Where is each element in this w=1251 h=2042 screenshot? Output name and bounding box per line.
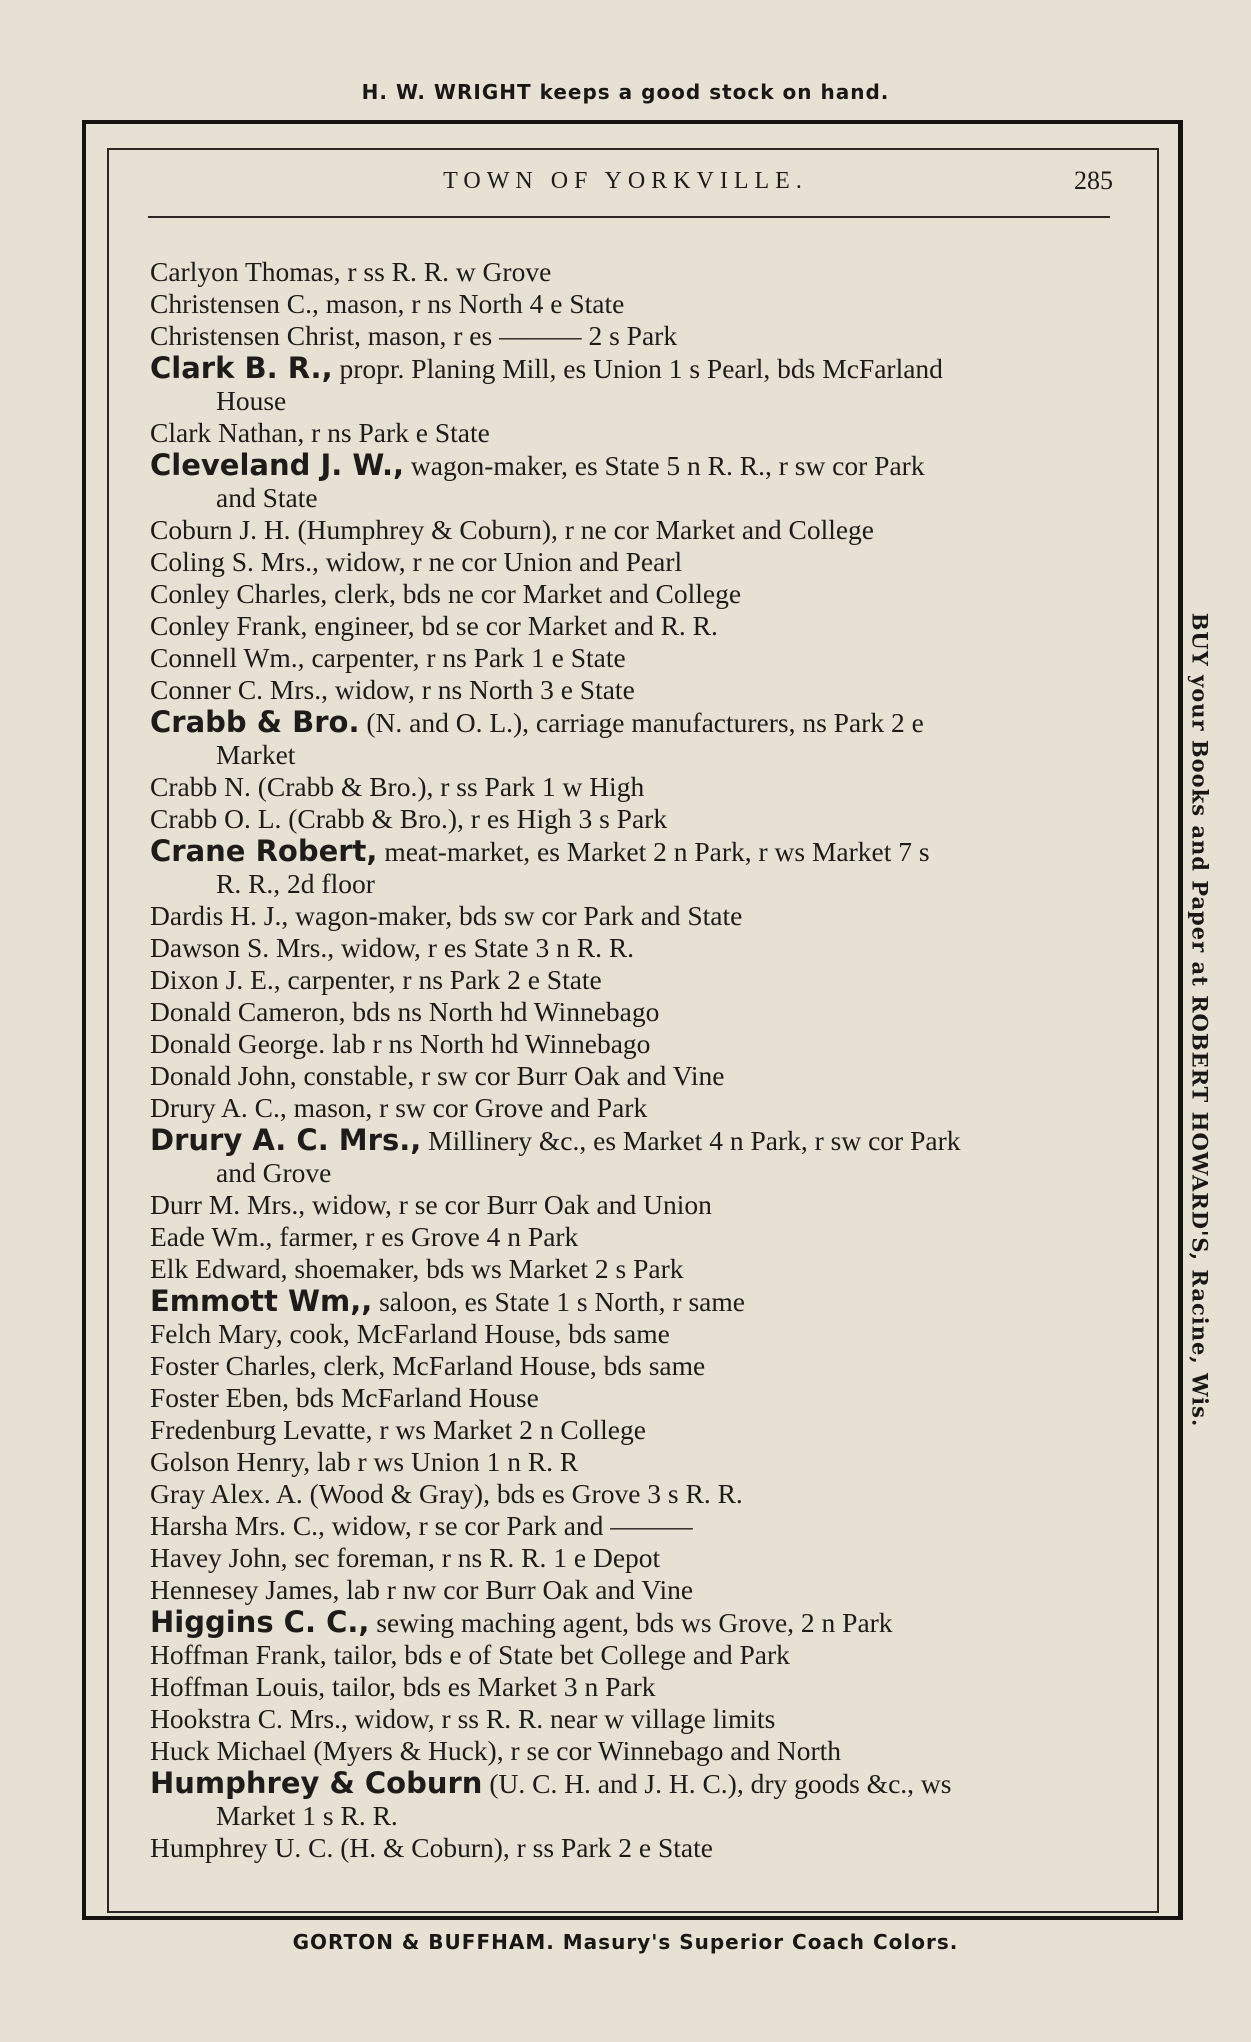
entry-details: carpenter, r ns Park 2 e State [280, 964, 602, 995]
entry-name: Foster Eben, [150, 1382, 290, 1413]
entry-name: Havey John, [150, 1542, 288, 1573]
directory-entry [150, 546, 1115, 578]
entry-name: Dixon J. E., [150, 964, 281, 995]
entry-details: (N. and O. L.), carriage manufacturers, ns Park 2 e [359, 707, 924, 738]
directory-entry [150, 1446, 1115, 1478]
entry-details: wagon-maker, es State 5 n R. R., r sw cor Park [404, 450, 925, 481]
entry-name: Crabb & Bro. [150, 705, 360, 739]
entry-name: Foster Charles, [150, 1350, 317, 1381]
directory-entry [150, 288, 1115, 320]
directory-entry [150, 1318, 1115, 1350]
entry-details: (Crabb & Bro.), r es High 3 s Park [281, 803, 668, 834]
entry-name: Donald George. [150, 1028, 326, 1059]
entry-details: lab r nw cor Burr Oak and Vine [339, 1574, 694, 1605]
entry-details: (Crabb & Bro.), r ss Park 1 w High [250, 771, 645, 802]
entry-details: bds ns North hd Winnebago [345, 996, 660, 1027]
entry-details: farmer, r es Grove 4 n Park [272, 1221, 579, 1252]
directory-entry [150, 1606, 1115, 1639]
directory-entry [150, 1350, 1115, 1382]
entry-continuation: House [216, 385, 287, 416]
entry-details: r ss R. R. w Grove [340, 256, 552, 287]
directory-entry [150, 449, 1115, 514]
entry-name: Humphrey & Coburn [150, 1766, 483, 1800]
entry-details: constable, r sw cor Burr Oak and Vine [296, 1060, 725, 1091]
directory-entry [150, 1510, 1115, 1542]
directory-entry [150, 256, 1115, 288]
entry-name: Gray Alex. A. [150, 1478, 303, 1509]
entry-name: Fredenburg Levatte, [150, 1414, 373, 1445]
entry-name: Coburn J. H. [150, 514, 291, 545]
entry-name: Golson Henry, [150, 1446, 311, 1477]
entry-details: widow, r ne cor Union and Pearl [318, 546, 683, 577]
entry-details: (Humphrey & Coburn), r ne cor Market and College [290, 514, 875, 545]
directory-entry [150, 932, 1115, 964]
header-advertisement: H. W. WRIGHT keeps a good stock on hand. [361, 80, 890, 104]
entry-continuation: R. R., 2d floor [216, 868, 375, 899]
entry-details: clerk, bds ne cor Market and College [327, 578, 742, 609]
entry-details: propr. Planing Mill, es Union 1 s Pearl, bds McFarland [332, 353, 943, 384]
entry-name: Eade Wm., [150, 1221, 273, 1252]
footer-advertisement: GORTON & BUFFHAM. Masury's Superior Coach Colors. [292, 1930, 959, 1954]
entry-name: Carlyon Thomas, [150, 256, 341, 287]
directory-entry [150, 1542, 1115, 1574]
entry-name: Donald Cameron, [150, 996, 346, 1027]
directory-entry [150, 352, 1115, 417]
entry-continuation: and State [216, 482, 318, 513]
directory-entry [150, 1382, 1115, 1414]
directory-entry [150, 1124, 1115, 1189]
entry-name: Emmott Wm,, [150, 1284, 373, 1318]
entry-name: Harsha Mrs. C., [150, 1510, 325, 1541]
directory-entry [150, 1221, 1115, 1253]
directory-entry [150, 1478, 1115, 1510]
directory-entry [150, 417, 1115, 449]
side-advertisement-text: BUY your Books and Paper at ROBERT HOWARD'S, Racine, Wis. [1187, 612, 1213, 1428]
entry-details: widow, r se cor Park and ——— [324, 1510, 693, 1541]
entry-details: lab r ws Union 1 n R. R [310, 1446, 579, 1477]
entry-details: carpenter, r ns Park 1 e State [304, 642, 626, 673]
entry-name: Huck Michael [150, 1735, 307, 1766]
entry-details: tailor, bds e of State bet College and Park [326, 1639, 790, 1670]
entry-name: Cleveland J. W., [150, 448, 405, 482]
directory-entry [150, 1639, 1115, 1671]
directory-entry [150, 610, 1115, 642]
side-advertisement [1178, 574, 1222, 1466]
entry-name: Clark Nathan, [150, 417, 305, 448]
directory-entry [150, 1060, 1115, 1092]
directory-entry [150, 1414, 1115, 1446]
entry-details: (Myers & Huck), r se cor Winnebago and North [306, 1735, 842, 1766]
entry-details: clerk, McFarland House, bds same [316, 1350, 706, 1381]
entry-continuation: Market [216, 739, 296, 770]
directory-entry [150, 642, 1115, 674]
entry-details: wagon-maker, bds sw cor Park and State [288, 900, 743, 931]
directory-entry [150, 674, 1115, 706]
directory-entry [150, 1735, 1115, 1767]
directory-entry [150, 1285, 1115, 1318]
directory-entry [150, 706, 1115, 771]
entry-details: r ns Park e State [304, 417, 490, 448]
entry-details: tailor, bds es Market 3 n Park [325, 1671, 656, 1702]
entry-details: sec foreman, r ns R. R. 1 e Depot [287, 1542, 661, 1573]
directory-entry [150, 1832, 1115, 1864]
entry-details: saloon, es State 1 s North, r same [372, 1286, 745, 1317]
entry-name: Donald John, [150, 1060, 297, 1091]
directory-entry [150, 1574, 1115, 1606]
directory-entry [150, 514, 1115, 546]
directory-entries [150, 256, 1115, 1864]
entry-details: mason, r ns North 4 e State [318, 288, 625, 319]
directory-entry [150, 1767, 1115, 1832]
entry-continuation: Market 1 s R. R. [216, 1800, 398, 1831]
entry-name: Conner C. Mrs., [150, 674, 328, 705]
entry-name: Conley Charles, [150, 578, 328, 609]
directory-entry [150, 1189, 1115, 1221]
entry-name: Elk Edward, [150, 1253, 288, 1284]
entry-details: (Wood & Gray), bds es Grove 3 s R. R. [302, 1478, 743, 1509]
directory-entry [150, 578, 1115, 610]
entry-details: meat-market, es Market 2 n Park, r ws Market 7 s [377, 836, 930, 867]
entry-name: Crabb N. [150, 771, 251, 802]
directory-entry [150, 1253, 1115, 1285]
entry-details: lab r ns North hd Winnebago [325, 1028, 651, 1059]
entry-name: Crane Robert, [150, 834, 378, 868]
directory-entry [150, 900, 1115, 932]
entry-details: engineer, bd se cor Market and R. R. [307, 610, 718, 641]
entry-name: Higgins C. C., [150, 1605, 370, 1639]
entry-details: shoemaker, bds ws Market 2 s Park [287, 1253, 684, 1284]
entry-name: Conley Frank, [150, 610, 308, 641]
entry-name: Hoffman Louis, [150, 1671, 326, 1702]
entry-name: Clark B. R., [150, 351, 333, 385]
directory-entry [150, 996, 1115, 1028]
entry-name: Dardis H. J., [150, 900, 289, 931]
entry-name: Hennesey James, [150, 1574, 340, 1605]
entry-name: Christensen Christ, [150, 320, 361, 351]
entry-details: r ws Market 2 n College [372, 1414, 646, 1445]
entry-name: Humphrey U. C. [150, 1832, 334, 1863]
entry-details: bds McFarland House [289, 1382, 539, 1413]
entry-details: widow, r ss R. R. near w village limits [347, 1703, 776, 1734]
entry-details: widow, r es State 3 n R. R. [334, 932, 635, 963]
entry-name: Hookstra C. Mrs., [150, 1703, 348, 1734]
entry-name: Connell Wm., [150, 642, 305, 673]
directory-entry [150, 1028, 1115, 1060]
directory-entry [150, 320, 1115, 352]
directory-entry [150, 803, 1115, 835]
entry-name: Dawson S. Mrs., [150, 932, 335, 963]
entry-details: (H. & Coburn), r ss Park 2 e State [333, 1832, 713, 1863]
directory-entry [150, 1671, 1115, 1703]
entry-details: sewing maching agent, bds ws Grove, 2 n Park [369, 1607, 893, 1638]
entry-name: Coling S. Mrs., [150, 546, 319, 577]
entry-name: Drury A. C., [150, 1092, 287, 1123]
entry-details: widow, r ns North 3 e State [328, 674, 635, 705]
running-head: TOWN OF YORKVILLE. [443, 168, 808, 194]
entry-name: Felch Mary, [150, 1318, 283, 1349]
entry-details: widow, r se cor Burr Oak and Union [305, 1189, 712, 1220]
entry-name: Durr M. Mrs., [150, 1189, 306, 1220]
entry-name: Crabb O. L. [150, 803, 282, 834]
directory-entry [150, 964, 1115, 996]
entry-details: cook, McFarland House, bds same [282, 1318, 670, 1349]
page-number: 285 [1074, 166, 1113, 195]
entry-details: Millinery &c., es Market 4 n Park, r sw cor Park [421, 1125, 961, 1156]
directory-entry [150, 835, 1115, 900]
entry-name: Drury A. C. Mrs., [150, 1123, 422, 1157]
directory-entry [150, 1092, 1115, 1124]
entry-name: Christensen C., [150, 288, 319, 319]
directory-entry [150, 1703, 1115, 1735]
entry-details: mason, r es ——— 2 s Park [360, 320, 678, 351]
entry-name: Hoffman Frank, [150, 1639, 327, 1670]
header-rule [148, 216, 1110, 218]
entry-details: (U. C. H. and J. H. C.), dry goods &c., ws [482, 1768, 952, 1799]
entry-details: mason, r sw cor Grove and Park [286, 1092, 648, 1123]
entry-continuation: and Grove [216, 1157, 332, 1188]
directory-entry [150, 771, 1115, 803]
